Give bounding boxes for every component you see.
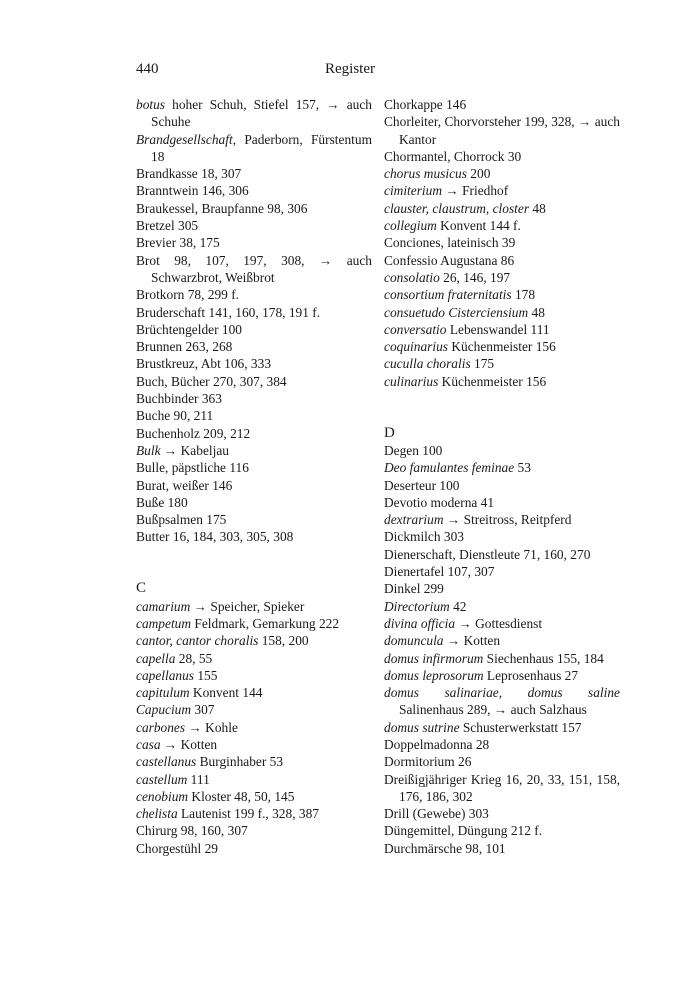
index-entry [384,494,620,511]
index-entry [136,753,372,770]
index-entry [384,719,620,736]
index-entry [384,217,620,234]
index-term: domus leprosorum [384,667,484,683]
index-text: Bretzel 305 [136,218,199,234]
index-entry [136,822,372,839]
index-entry [136,234,372,251]
index-term: carbones [136,719,186,735]
index-entry [384,615,620,632]
index-entry [136,286,372,303]
index-term: cantor, cantor choralis [136,633,259,649]
index-term: Directorium [384,598,450,614]
index-term: capella [136,650,176,666]
index-term: culinarius [384,373,439,389]
index-entry [384,736,620,753]
index-text: hoher Schuh, Stiefel 157, → auch Schuhe [151,97,372,130]
index-entry [384,840,620,857]
index-text: Buche 90, 211 [136,408,214,424]
index-text: Düngemittel, Düngung 212 f. [384,823,543,839]
index-entry [384,632,620,649]
index-text: Dienertafel 107, 307 [384,564,495,580]
index-entry [384,511,620,528]
index-text: Buchenholz 209, 212 [136,425,251,441]
index-term: camarium [136,598,191,614]
index-term: conversatio [384,321,447,337]
index-entry [136,511,372,528]
index-entry [136,425,372,442]
index-text: Siechenhaus 155, 184 [483,650,604,666]
index-text: 48 [529,200,546,216]
index-text: Chormantel, Chorrock 30 [384,148,522,164]
index-text: → Kohle [185,719,238,735]
index-text: → Kotten [160,736,218,752]
index-entry [384,563,620,580]
index-term: capellanus [136,667,195,683]
index-entry [384,182,620,199]
index-term: coquinarius [384,339,448,355]
index-entry [136,252,372,287]
index-term: Brandgesellschaft [136,131,233,147]
index-text: 175 [470,356,495,372]
index-entry [136,701,372,718]
index-text: Brustkreuz, Abt 106, 333 [136,356,272,372]
index-term: Capucium [136,702,192,718]
index-text: Doppelmadonna 28 [384,736,490,752]
index-column-right [384,96,620,857]
index-text: Brevier 38, 175 [136,235,220,251]
index-entry [136,840,372,857]
index-term: casa [136,736,161,752]
index-text: Lebenswandel 111 [446,321,550,337]
index-entry [384,113,620,148]
index-text: Brandkasse 18, 307 [136,166,242,182]
index-text: Chirurg 98, 160, 307 [136,823,248,839]
index-text: 178 [511,287,536,303]
index-entry [136,632,372,649]
index-entry [136,355,372,372]
index-term: cenobium [136,788,189,804]
index-term: domus salinariae, domus saline [384,685,620,701]
index-text: Konvent 144 [189,685,263,701]
index-text: Brunnen 263, 268 [136,339,233,355]
index-text: Butter 16, 184, 303, 305, 308 [136,529,294,545]
index-text: Dormitorium 26 [384,754,472,770]
index-entry [384,96,620,113]
index-text: Buße 180 [136,494,188,510]
index-entry [384,252,620,269]
index-text: → Streitross, Reitpferd [443,512,572,528]
index-entry [136,373,372,390]
index-term: capitulum [136,685,190,701]
index-column-left [136,96,372,857]
index-text: Chorgestühl 29 [136,840,218,856]
index-entry [384,442,620,459]
index-text: Dreißigjähriger Krieg 16, 20, 33, 151, 158, 176, 186, 302 [384,771,620,804]
index-entry [136,650,372,667]
index-term: chelista [136,806,178,822]
index-entry [136,407,372,424]
index-entry [136,805,372,822]
index-term: botus [136,97,166,112]
index-entry [136,390,372,407]
index-entry [384,234,620,251]
index-term: consuetudo Cisterciensium [384,304,529,320]
index-text: Leprosenhaus 27 [483,667,579,683]
index-text: → Kotten [443,633,501,649]
index-entry [384,650,620,667]
index-text: Brotkorn 78, 299 f. [136,287,240,303]
index-text: Bußpsalmen 175 [136,512,227,528]
index-term: cuculla choralis [384,356,471,372]
index-term: castellum [136,771,188,787]
index-term: domus infirmorum [384,650,484,666]
index-entry [384,304,620,321]
index-text: Konvent 144 f. [436,218,521,234]
index-text: Chorleiter, Chorvorsteher 199, 328, → auch Kantor [384,114,620,147]
index-text: 158, 200 [258,633,309,649]
index-entry [136,477,372,494]
index-text: 307 [191,702,215,718]
index-term: castellanus [136,754,197,770]
index-entry [384,546,620,563]
section-letter-d: D [384,424,395,441]
index-group-d [384,442,620,857]
index-entry [136,165,372,182]
index-entry [384,822,620,839]
index-text: 111 [187,771,210,787]
index-entry [136,96,372,131]
index-text: Küchenmeister 156 [447,339,556,355]
index-entry [384,338,620,355]
index-text: Chorkappe 146 [384,97,467,112]
index-entry [136,788,372,805]
index-entry [136,338,372,355]
index-entry [136,736,372,753]
index-text: 28, 55 [175,650,213,666]
index-term: consolatio [384,269,440,285]
index-entry [384,373,620,390]
index-text: Brüchtengelder 100 [136,321,242,337]
index-entry [136,131,372,166]
index-text: 53 [514,460,531,476]
index-entry [136,459,372,476]
index-text: Brot 98, 107, 197, 308, → auch Schwarzbrot, Weißbrot [136,252,372,285]
index-text: Lautenist 199 f., 328, 387 [177,806,319,822]
index-text: , Paderborn, Fürstentum 18 [151,131,372,164]
index-entry [136,182,372,199]
index-text: → Friedhof [442,183,509,199]
index-entry [384,321,620,338]
index-entry [136,217,372,234]
running-head: Register [325,61,375,77]
index-entry [384,286,620,303]
index-text: Degen 100 [384,442,443,458]
index-entry [136,684,372,701]
index-text: Salinenhaus 289, → auch Salzhaus [399,702,587,718]
index-text: Deserteur 100 [384,477,460,493]
index-entry [136,442,372,459]
index-entry [384,200,620,217]
index-term: dextrarium [384,512,444,528]
index-term: domuncula [384,633,444,649]
index-entry [136,528,372,545]
index-term: clauster, claustrum, closter [384,200,530,216]
index-entry [384,805,620,822]
index-text: Braukessel, Braupfanne 98, 306 [136,200,308,216]
section-letter-c: C [136,580,147,597]
index-entry [136,304,372,321]
index-term: divina officia [384,615,456,631]
index-text: Schusterwerkstatt 157 [459,719,582,735]
index-text: → Gottesdienst [455,615,543,631]
index-entry [384,580,620,597]
index-text: Burat, weißer 146 [136,477,233,493]
index-entry [136,719,372,736]
index-text: 42 [449,598,467,614]
index-term: Bulk [136,442,161,458]
index-entry [384,269,620,286]
index-entry [136,321,372,338]
index-text: Burginhaber 53 [196,754,284,770]
index-entry [384,148,620,165]
page-number: 440 [136,61,159,77]
index-entry [384,753,620,770]
index-entry [136,200,372,217]
index-term: Deo famulantes feminae [384,460,515,476]
index-entry [384,667,620,684]
index-text: 155 [194,667,218,683]
index-text: Küchenmeister 156 [438,373,547,389]
index-group-c [136,598,372,857]
index-entry [136,771,372,788]
index-text: → Speicher, Spieker [190,598,305,614]
index-entry [136,598,372,615]
index-text: → Kabeljau [160,442,229,458]
index-text: 48 [528,304,545,320]
index-entry [384,598,620,615]
index-text: Bulle, päpstliche 116 [136,460,249,476]
index-entry [384,771,620,806]
index-text: 200 [466,166,491,182]
index-text: Buch, Bücher 270, 307, 384 [136,373,287,389]
index-term: consortium fraternitatis [384,287,512,303]
index-text: Devotio moderna 41 [384,494,495,510]
index-term: cimiterium [384,183,443,199]
index-text: Durchmärsche 98, 101 [384,840,506,856]
index-text: Drill (Gewebe) 303 [384,806,489,822]
index-term: campetum [136,615,192,631]
index-text: Dinkel 299 [384,581,444,597]
index-text: Confessio Augustana 86 [384,252,515,268]
index-entry [384,684,620,719]
index-text: 26, 146, 197 [439,269,511,285]
index-entry [384,477,620,494]
index-text: Dickmilch 303 [384,529,464,545]
index-entry [136,615,372,632]
index-text: Feldmark, Gemarkung 222 [191,615,340,631]
index-term: chorus musicus [384,166,467,182]
index-text: Dienerschaft, Dienstleute 71, 160, 270 [384,546,591,562]
index-text: Buchbinder 363 [136,391,222,407]
index-entry [384,528,620,545]
index-group-b [136,96,372,546]
index-term: domus sutrine [384,719,460,735]
index-text: Branntwein 146, 306 [136,183,249,199]
index-entry [384,459,620,476]
index-entry [136,667,372,684]
index-entry [384,355,620,372]
index-entry [136,494,372,511]
index-term: collegium [384,218,437,234]
index-entry [384,165,620,182]
index-text: Bruderschaft 141, 160, 178, 191 f. [136,304,321,320]
index-text: Kloster 48, 50, 145 [188,788,295,804]
index-group-c-continued [384,96,620,390]
index-text: Conciones, lateinisch 39 [384,235,516,251]
